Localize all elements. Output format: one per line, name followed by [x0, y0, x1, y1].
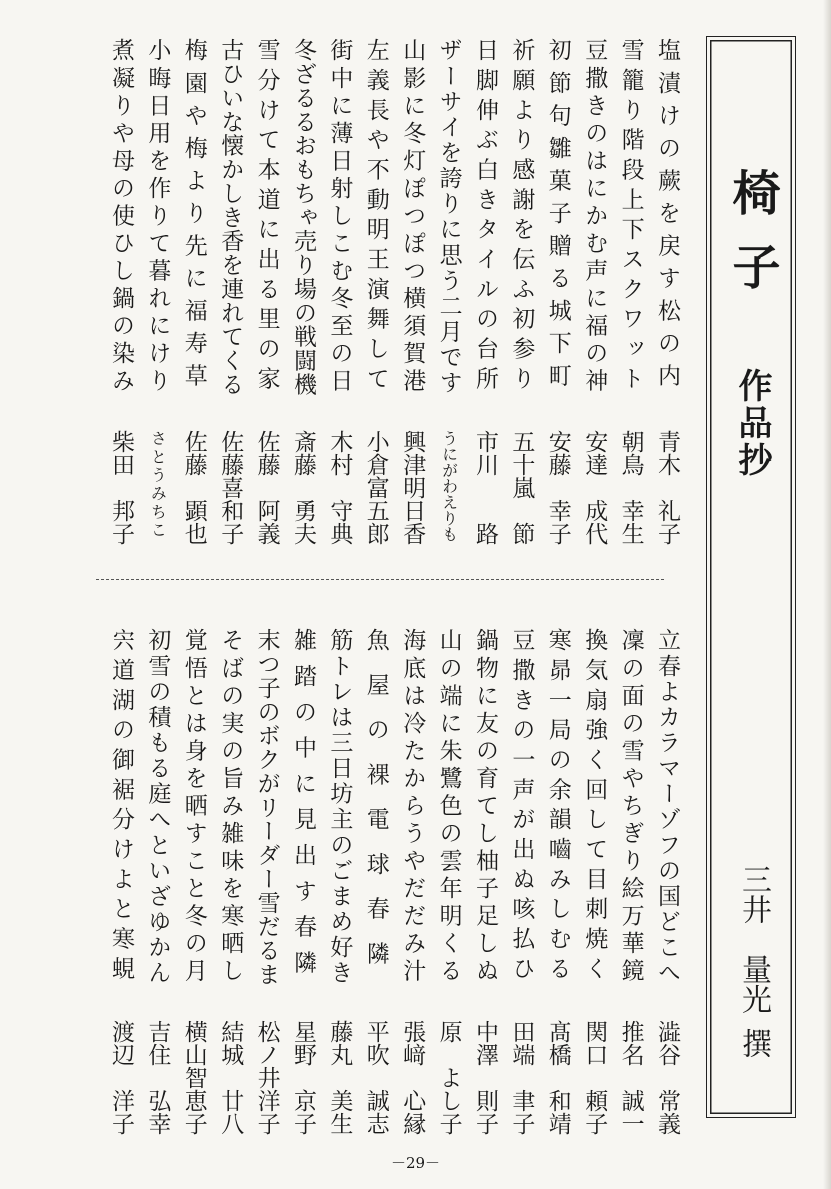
haiku-verse: 梅園や梅より先に福寿草 — [180, 38, 207, 396]
haiku-verse: 祈願より感謝を伝ふ初参り — [508, 38, 535, 396]
haiku-column — [322, 628, 356, 1135]
haiku-author: 朝鳥 幸生 — [617, 430, 644, 545]
haiku-verse: そばの実の旨み雑味を寒晒し — [217, 628, 244, 986]
editor-credit — [730, 864, 776, 1058]
haiku-verse: 初雪の積もる庭へといざゆかん — [144, 628, 171, 986]
haiku-verse: 雪分けて本道に出る里の家 — [253, 38, 280, 396]
haiku-verse: 魚屋の裸電球春隣 — [362, 628, 389, 986]
haiku-column — [577, 38, 611, 545]
haiku-author: 結城 廿八 — [217, 1020, 244, 1135]
haiku-verse: 筋トレは三日坊主のごまめ好き — [326, 628, 353, 986]
haiku-verse: 山の端に朱鷺色の雲年明くる — [435, 628, 462, 986]
haiku-verse: ザーサイを誇りに思う二月です — [435, 38, 462, 396]
page-subtitle: 作品抄 — [732, 368, 772, 479]
haiku-verse: 覚悟とは身を晒すこと冬の月 — [180, 628, 207, 986]
haiku-verse: 小晦日用を作りて暮れにけり — [144, 38, 171, 396]
haiku-author: 中澤 則子 — [472, 1020, 498, 1135]
section-divider — [96, 579, 664, 580]
haiku-author: 木村 守典 — [326, 430, 353, 545]
haiku-verse: 雪籠り階段上下スクワット — [617, 38, 644, 396]
haiku-verse: 豆撒きの一声が出ぬ咳払ひ — [508, 628, 535, 986]
haiku-column — [650, 38, 684, 545]
haiku-verse: 鍋物に友の育てし柚子足しぬ — [472, 628, 498, 986]
haiku-verse: 初節句雛菓子贈る城下町 — [544, 38, 571, 396]
haiku-verse: 塩漬けの蕨を戻す松の内 — [654, 38, 680, 396]
haiku-column — [213, 628, 247, 1135]
haiku-author: 星野 京子 — [290, 1020, 316, 1135]
haiku-author: 藤丸 美生 — [326, 1020, 353, 1135]
haiku-verse: 寒昴一局の余韻嚙みしむる — [544, 628, 571, 986]
haiku-column — [614, 38, 648, 545]
haiku-column — [395, 628, 429, 1135]
editor-name: 三井 量光 — [736, 864, 771, 1014]
haiku-author: 澁谷 常義 — [654, 1020, 680, 1135]
haiku-verse: 街中に薄日射しこむ冬至の日 — [326, 38, 353, 396]
page-title: 椅子 — [724, 168, 780, 316]
haiku-author: 田端 聿子 — [508, 1020, 535, 1135]
haiku-column — [140, 628, 174, 1135]
haiku-column — [250, 38, 284, 545]
haiku-author: 吉住 弘幸 — [144, 1020, 171, 1135]
haiku-verse: 宍道湖の御裾分けよと寒蜆 — [108, 628, 134, 986]
haiku-column — [650, 628, 684, 1135]
haiku-author: 推名 誠一 — [617, 1020, 644, 1135]
haiku-verse: 末つ子のボクがリーダー雪だるま — [253, 628, 280, 986]
haiku-column — [432, 38, 466, 540]
haiku-verse: 古ひいな懐かしき香を連れてくる — [217, 38, 244, 396]
haiku-column — [541, 628, 575, 1135]
haiku-column — [322, 38, 356, 545]
haiku-author: 五十嵐 節 — [508, 430, 535, 545]
haiku-verse: 海底は冷たからうやだだみ汁 — [399, 628, 426, 986]
haiku-author: 小倉富五郎 — [362, 430, 389, 545]
haiku-author: さとうみちこ — [148, 430, 168, 540]
haiku-verse: 豆撒きのはにかむ声に福の神 — [581, 38, 608, 396]
haiku-verse: 冬ざるるおもちゃ売り場の戦闘機 — [290, 38, 316, 396]
page-edge-shadow — [823, 0, 831, 1189]
haiku-verse: 凜の面の雪やちぎり絵万華鏡 — [617, 628, 644, 986]
haiku-author: 関口 頼子 — [581, 1020, 608, 1135]
haiku-verse: 山影に冬灯ぽつぽつ横須賀港 — [399, 38, 426, 396]
haiku-column — [541, 38, 575, 545]
haiku-author: 渡辺 洋子 — [108, 1020, 134, 1135]
haiku-column — [213, 38, 247, 545]
haiku-author: 松ノ井洋子 — [253, 1020, 280, 1135]
haiku-column — [286, 628, 320, 1135]
haiku-column — [140, 38, 174, 540]
haiku-column — [468, 628, 502, 1135]
haiku-author: 張﨑 心縁 — [399, 1020, 426, 1135]
haiku-author: 平吹 誠志 — [362, 1020, 389, 1135]
editor-role: 撰 — [736, 1028, 771, 1058]
haiku-author: 髙橋 和靖 — [544, 1020, 571, 1135]
haiku-author: 市川 路 — [472, 430, 498, 545]
haiku-column — [286, 38, 320, 545]
haiku-column — [504, 38, 538, 545]
haiku-column — [104, 38, 138, 545]
haiku-verse: 換気扇強く回して目刺焼く — [581, 628, 608, 986]
page-number: －29－ — [390, 1154, 441, 1172]
haiku-column — [468, 38, 502, 545]
haiku-column — [104, 628, 138, 1135]
haiku-author: 原 よし子 — [435, 1020, 462, 1135]
haiku-author: 安藤 幸子 — [544, 430, 571, 545]
haiku-column — [432, 628, 466, 1135]
haiku-verse: 立春よカラマーゾフの国どこへ — [654, 628, 680, 986]
haiku-column — [250, 628, 284, 1135]
haiku-author: 佐藤喜和子 — [217, 430, 244, 545]
haiku-column — [177, 628, 211, 1135]
haiku-verse: 日脚伸ぶ白きタイルの台所 — [472, 38, 498, 396]
haiku-author: 青木 礼子 — [654, 430, 680, 545]
haiku-column — [614, 628, 648, 1135]
haiku-author: 佐藤 顕也 — [180, 430, 207, 545]
haiku-verse: 雑踏の中に見出す春隣 — [290, 628, 316, 986]
haiku-verse: 左義長や不動明王演舞して — [362, 38, 389, 396]
haiku-author: 斎藤 勇夫 — [290, 430, 316, 545]
haiku-column — [395, 38, 429, 545]
haiku-column — [504, 628, 538, 1135]
haiku-author: うにがわえりも — [439, 430, 459, 542]
haiku-author: 佐藤 阿義 — [253, 430, 280, 545]
haiku-column — [359, 38, 393, 545]
haiku-verse: 煮凝りや母の使ひし鍋の染み — [108, 38, 134, 396]
haiku-column — [359, 628, 393, 1135]
haiku-column — [577, 628, 611, 1135]
haiku-author: 安達 成代 — [581, 430, 608, 545]
haiku-author: 横山智恵子 — [180, 1020, 207, 1135]
haiku-author: 興津明日香 — [399, 430, 426, 545]
haiku-column — [177, 38, 211, 545]
haiku-author: 柴田 邦子 — [108, 430, 134, 545]
